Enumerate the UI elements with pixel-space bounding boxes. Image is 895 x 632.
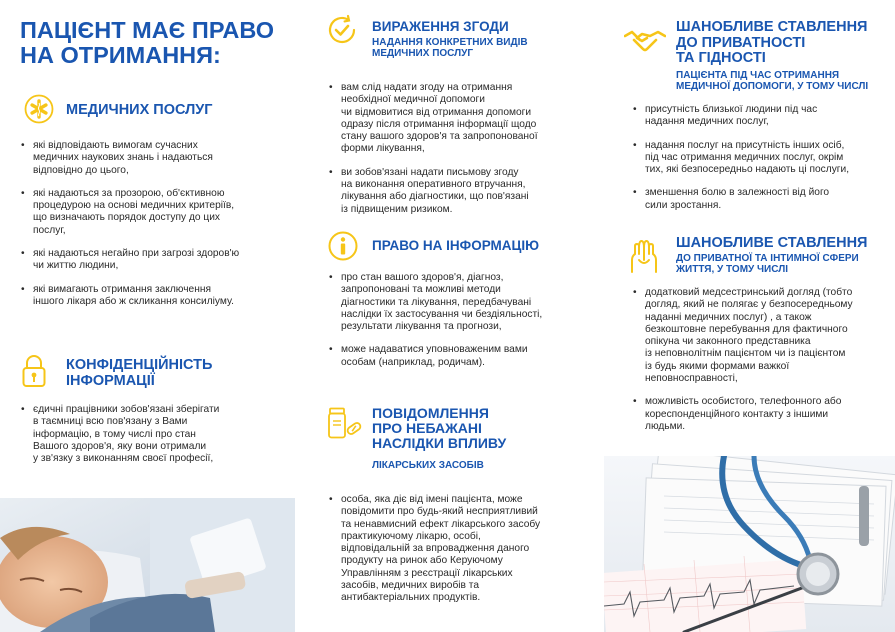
section-title-private-life: ШАНОБЛИВЕ СТАВЛЕННЯ bbox=[676, 235, 868, 251]
column-3 bbox=[600, 0, 895, 632]
private-life-list bbox=[633, 287, 893, 444]
list-item: • ви зобов'язані надати письмову згоду на виконання оперативного втручання, лікування або діагностики, що пов'язані із підвищеним ризиком. bbox=[329, 167, 591, 216]
circular-check-icon bbox=[326, 14, 358, 46]
medical-star-icon bbox=[24, 94, 54, 124]
page-title bbox=[20, 18, 274, 67]
list-item: • можливість особистого, телефонного або кореспонденційного контакту з іншими людьми. bbox=[633, 396, 893, 433]
privacy-dignity-list bbox=[633, 104, 893, 223]
list-item: • вам слід надати згоду на отримання необхідної медичної допомоги чи відмовитися від отримання допомоги одразу після отримання інформації щодо стану вашого здоров'я та запропонованої форми лікування, bbox=[329, 82, 591, 156]
stethoscope-documents-photo bbox=[604, 456, 895, 632]
column-2 bbox=[300, 0, 595, 632]
section-subtitle-adverse-effects: ЛІКАРСЬКИХ ЗАСОБІВ bbox=[372, 460, 484, 471]
list-item: • особа, яка діє від імені пацієнта, може повідомити про будь-який несприятливий та ненавмисний ефект лікарського засобу практикуючому лікарю, особі, відповідальній за впровадження даного продукту на ринок або Керуючому Управлінням з реєстрації лікарських засобів, медичних виробів та антибактеріальних продуктів. bbox=[329, 494, 591, 605]
list-item: • додатковий медсестринський догляд (тобто догляд, який не полягає у безпосередньому наданні медичних послуг) , а також безкоштовне перебування для фактичного опікуна чи законного представника із неповнолітнім пацієнтом чи із пацієнтом із будь якими формами важкої неповносправності, bbox=[633, 287, 893, 385]
page-title-line-2: НА ОТРИМАННЯ: bbox=[20, 41, 221, 68]
list-item: • єдичні працівники зобов'язані зберігати в таємниці всю пов'язану з Вами інформацію, в тому числі про стан Вашого здоров'я, яку вони отримали у зв'язку з виконанням своєї професії, bbox=[21, 404, 291, 465]
list-item: • які надаються за прозорою, об'єктивною процедурою на основі медичних критеріїв, що визначають порядок доступу до цих послуг, bbox=[21, 188, 291, 237]
list-item: • може надаватися уповноваженим вами особам (наприклад, родичам). bbox=[329, 344, 591, 369]
section-title-privacy-dignity: ШАНОБЛИВЕ СТАВЛЕННЯ ДО ПРИВАТНОСТІ ТА ГІДНОСТІ bbox=[676, 19, 868, 67]
list-item: • які надаються негайно при загрозі здоров'ю чи життю людини, bbox=[21, 248, 291, 273]
section-title-medical-services: МЕДИЧНИХ ПОСЛУГ bbox=[66, 102, 213, 118]
section-title-consent: ВИРАЖЕННЯ ЗГОДИ bbox=[372, 19, 509, 34]
section-subtitle-private-life: ДО ПРИВАТНОЇ ТА ІНТИМНОЇ СФЕРИ ЖИТТЯ, У ТОМУ ЧИСЛІ bbox=[676, 253, 859, 276]
section-title-adverse-effects: ПОВІДОМЛЕННЯ ПРО НЕБАЖАНІ НАСЛІДКИ ВПЛИВУ bbox=[372, 405, 507, 452]
section-subtitle-privacy-dignity: ПАЦІЄНТА ПІД ЧАС ОТРИМАННЯ МЕДИЧНОЇ ДОПОМОГИ, У ТОМУ ЧИСЛІ bbox=[676, 70, 869, 93]
list-item: • зменшення болю в залежності від його сили зростання. bbox=[633, 187, 893, 212]
section-title-confidentiality: КОНФІДЕНЦІЙНІСТЬ ІНФОРМАЦІЇ bbox=[66, 357, 213, 389]
list-item: • які відповідають вимогам сучасних медичних наукових знань і надаються відповідно до цього, bbox=[21, 140, 291, 177]
padlock-icon bbox=[22, 354, 46, 388]
raised-hands-icon bbox=[626, 238, 662, 274]
list-item: • які вимагають отримання заключення іншого лікаря або ж скликання консиліуму. bbox=[21, 284, 291, 309]
information-list bbox=[329, 272, 591, 380]
medical-services-list bbox=[21, 140, 291, 319]
section-subtitle-consent: НАДАННЯ КОНКРЕТНИХ ВИДІВ МЕДИЧНИХ ПОСЛУГ bbox=[372, 37, 528, 60]
list-item: • про стан вашого здоров'я, діагноз, запропоновані та можливі методи діагностики та лікування, передбачувані наслідки їх застосування чи бездіяльності, результати лікування та прогнози, bbox=[329, 272, 591, 333]
handshake-icon bbox=[624, 26, 666, 56]
list-item: • надання послуг на присутність інших осіб, під час отримання медичних послуг, окрім тих, які безпосередньо надають ці послуги, bbox=[633, 140, 893, 177]
adverse-effects-list bbox=[329, 494, 591, 616]
consent-list bbox=[329, 82, 591, 227]
page-title-line-1: ПАЦІЄНТ МАЄ ПРАВО bbox=[20, 17, 275, 43]
sleeping-child-photo bbox=[0, 498, 295, 632]
confidentiality-list bbox=[21, 404, 291, 476]
list-item: • присутність близької людини під час надання медичних послуг, bbox=[633, 104, 893, 129]
section-title-information: ПРАВО НА ІНФОРМАЦІЮ bbox=[372, 238, 540, 253]
info-icon bbox=[328, 231, 358, 261]
pill-bottle-icon bbox=[327, 407, 363, 441]
column-1 bbox=[0, 0, 295, 632]
